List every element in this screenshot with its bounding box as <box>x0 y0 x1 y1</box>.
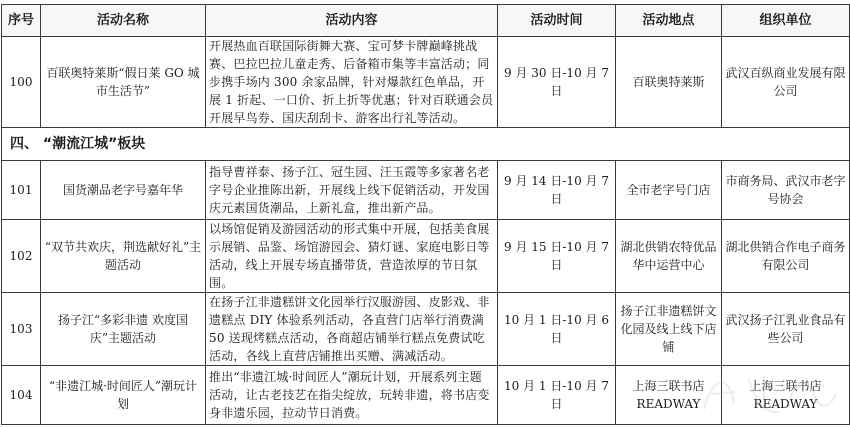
cell-name: 国货潮品老字号嘉年华 <box>41 161 206 220</box>
cell-no: 102 <box>2 220 41 293</box>
cell-content: 指导曹祥泰、扬子江、冠生园、汪玉霞等多家著名老字号企业推陈出新，开展线上线下促销活动，开发国庆元素国货潮品，上新礼盒，推出新产品。 <box>206 161 498 220</box>
cell-time: 9 月 14 日-10 月 7 日 <box>498 161 616 220</box>
activity-table <box>1 4 850 425</box>
cell-content: 开展热血百联国际街舞大赛、宝可梦卡牌巅峰挑战赛、巴拉巴拉儿童走秀、后备箱市集等丰富活动；同步携手场内 300 余家品牌，针对爆款红色单品，开展 1 折起、一口价、折上折等优惠；针对百联通会员开展早鸟券、国庆刮刮卡、游客出行礼等活动。 <box>206 37 498 128</box>
cell-no: 101 <box>2 161 41 220</box>
table-header-row <box>2 5 850 37</box>
cell-content: 在扬子江非遗糕饼文化园举行汉服游园、皮影戏、非遗糕点 DIY 体验系列活动，各直营门店举行消费满 50 送现烤糕点活动，各商超店铺举行糕点免费试吃活动，各线上直营店铺推出买赠、满减活动。 <box>206 293 498 366</box>
header-content: 活动内容 <box>206 5 498 37</box>
cell-no: 100 <box>2 37 41 128</box>
cell-name: 百联奥特莱斯“假日莱 GO 城市生活节” <box>41 37 206 128</box>
table-row <box>2 161 850 220</box>
cell-place: 百联奥特莱斯 <box>616 37 722 128</box>
cell-content: 推出“非遗江城·时间匠人”潮玩计划，开展系列主题活动，让古老技艺在指尖绽放，玩转非遗，将书店变身非遗乐园，拉动节日消费。 <box>206 366 498 425</box>
cell-no: 103 <box>2 293 41 366</box>
cell-name: “双节共欢庆，荆选献好礼”主题活动 <box>41 220 206 293</box>
cell-content: 以场馆促销及游园活动的形式集中开展，包括美食展示展销、品鉴、场馆游园会、猜灯谜、家庭电影日等活动，线上开展专场直播带货，营造浓厚的节日氛围。 <box>206 220 498 293</box>
section-title: 四、 “潮流江城”板块 <box>2 128 850 161</box>
cell-place: 湖北供销农特优品华中运营中心 <box>616 220 722 293</box>
header-time: 活动时间 <box>498 5 616 37</box>
cell-time: 9 月 15 日-10 月 7 日 <box>498 220 616 293</box>
header-name: 活动名称 <box>41 5 206 37</box>
section-row <box>2 128 850 161</box>
cell-org: 武汉百纵商业发展有限公司 <box>722 37 850 128</box>
table-row <box>2 37 850 128</box>
header-no: 序号 <box>2 5 41 37</box>
cell-org: 湖北供销合作电子商务有限公司 <box>722 220 850 293</box>
cell-name: 扬子江“多彩非遗 欢度国庆”主题活动 <box>41 293 206 366</box>
cell-org: 市商务局、武汉市老字号协会 <box>722 161 850 220</box>
cell-org: 武汉扬子江乳业食品有些公司 <box>722 293 850 366</box>
cell-place: 上海三联书店 READWAY <box>616 366 722 425</box>
table-row <box>2 293 850 366</box>
cell-no: 104 <box>2 366 41 425</box>
header-org: 组织单位 <box>722 5 850 37</box>
header-place: 活动地点 <box>616 5 722 37</box>
cell-name: “非遗江城·时间匠人”潮玩计划 <box>41 366 206 425</box>
cell-org: 上海三联书店 READWAY <box>722 366 850 425</box>
cell-time: 10 月 1 日-10 月 7 日 <box>498 366 616 425</box>
cell-place: 扬子江非遗糕饼文化园及线上线下店铺 <box>616 293 722 366</box>
table-row <box>2 220 850 293</box>
cell-place: 全市老字号门店 <box>616 161 722 220</box>
cell-time: 9 月 30 日-10 月 7 日 <box>498 37 616 128</box>
cell-time: 10 月 1 日-10 月 6 日 <box>498 293 616 366</box>
watermark-seal-icon <box>694 364 844 424</box>
